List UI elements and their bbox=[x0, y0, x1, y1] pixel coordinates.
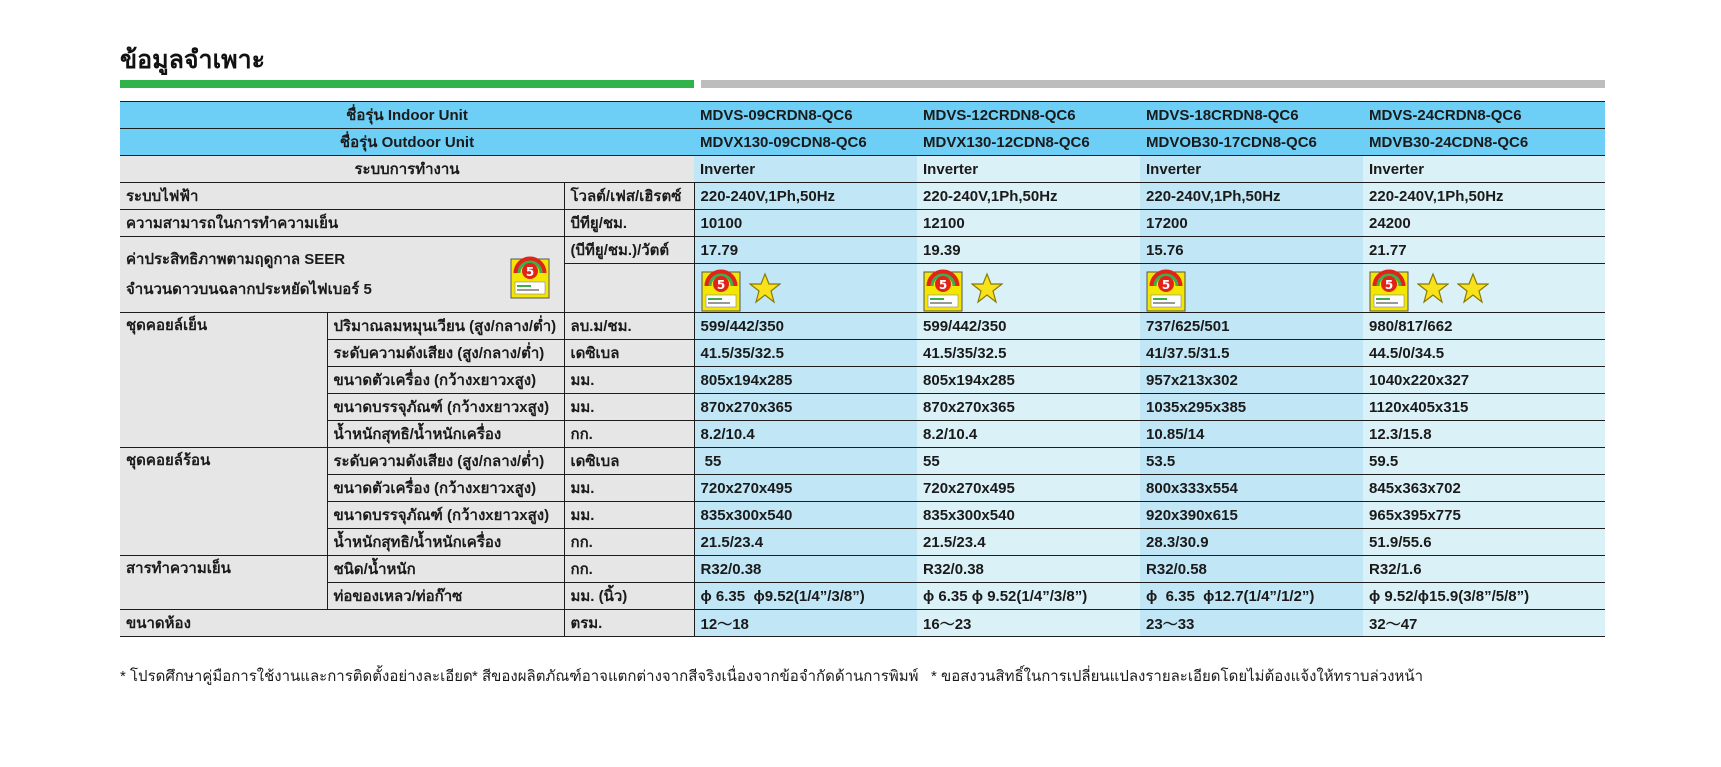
cell-value: 220-240V,1Ph,50Hz bbox=[694, 183, 917, 210]
row-label: ขนาดตัวเครื่อง (กว้างxยาวxสูง) bbox=[327, 475, 564, 502]
energy-label-cell bbox=[1140, 264, 1363, 313]
cell-value: 870x270x365 bbox=[917, 394, 1140, 421]
system-label: ระบบการทำงาน bbox=[120, 156, 694, 183]
table-row bbox=[120, 183, 1605, 210]
cell-value: R32/1.6 bbox=[1363, 556, 1605, 583]
cell-value: 55 bbox=[917, 448, 1140, 475]
footnote: * โปรดศึกษาคู่มือการใช้งานและการติดตั้งอย่างละเอียด bbox=[120, 668, 473, 685]
cell-value: 12～18 bbox=[694, 610, 917, 637]
cell-value: 720x270x495 bbox=[694, 475, 917, 502]
cell-value: 805x194x285 bbox=[917, 367, 1140, 394]
cell-value: 1040x220x327 bbox=[1363, 367, 1605, 394]
cell-value: 32～47 bbox=[1363, 610, 1605, 637]
row-label: น้ำหนักสุทธิ/น้ำหนักเครื่อง bbox=[327, 421, 564, 448]
row-unit: มม. bbox=[564, 475, 694, 502]
cell-value: 41/37.5/31.5 bbox=[1140, 340, 1363, 367]
outdoor-model: MDVX130-12CDN8-QC6 bbox=[917, 129, 1140, 156]
cell-value: 8.2/10.4 bbox=[694, 421, 917, 448]
table-row bbox=[120, 556, 1605, 583]
cell-value: 59.5 bbox=[1363, 448, 1605, 475]
table-row bbox=[120, 583, 1605, 610]
cell-value: 12.3/15.8 bbox=[1363, 421, 1605, 448]
cell-value: ϕ 6.35 ϕ12.7(1/4”/1/2”) bbox=[1140, 583, 1363, 610]
indoor-model: MDVS-24CRDN8-QC6 bbox=[1363, 102, 1605, 129]
seer-unit: (บีทียู/ชม.)/วัตต์ bbox=[564, 237, 694, 264]
cell-value: 599/442/350 bbox=[917, 313, 1140, 340]
cell-value: 599/442/350 bbox=[694, 313, 917, 340]
cell-value: 12100 bbox=[917, 210, 1140, 237]
energy-label-cell bbox=[694, 264, 917, 313]
energy-label-no5-icon bbox=[701, 264, 741, 312]
cell-value: 835x300x540 bbox=[694, 502, 917, 529]
svg-text:5: 5 bbox=[938, 278, 948, 292]
cell-value: 51.9/55.6 bbox=[1363, 529, 1605, 556]
svg-text:5: 5 bbox=[1161, 278, 1171, 292]
header-row-outdoor bbox=[120, 129, 1605, 156]
table-row bbox=[120, 340, 1605, 367]
energy-label-no5-icon bbox=[510, 251, 550, 299]
cell-value: 720x270x495 bbox=[917, 475, 1140, 502]
star-icon bbox=[1417, 272, 1449, 304]
seer-value: 15.76 bbox=[1140, 237, 1363, 264]
group-label-outdoor: ชุดคอยล์ร้อน bbox=[120, 448, 327, 556]
row-label: น้ำหนักสุทธิ/น้ำหนักเครื่อง bbox=[327, 529, 564, 556]
row-label: ขนาดห้อง bbox=[120, 610, 564, 637]
row-unit: กก. bbox=[564, 421, 694, 448]
outdoor-model: MDVB30-24CDN8-QC6 bbox=[1363, 129, 1605, 156]
outdoor-model-label: ชื่อรุ่น Outdoor Unit bbox=[120, 129, 694, 156]
indoor-model: MDVS-09CRDN8-QC6 bbox=[694, 102, 917, 129]
cell-value: 16～23 bbox=[917, 610, 1140, 637]
title-underline-green bbox=[120, 80, 694, 88]
row-label: ระดับความดังเสียง (สูง/กลาง/ต่ำ) bbox=[327, 340, 564, 367]
row-unit: เดซิเบล bbox=[564, 340, 694, 367]
cell-value: 41.5/35/32.5 bbox=[917, 340, 1140, 367]
seer-row bbox=[120, 237, 1605, 264]
cell-value: 1120x405x315 bbox=[1363, 394, 1605, 421]
footnote: * ขอสงวนสิทธิ์ในการเปลี่ยนแปลงรายละเอียดโดยไม่ต้องแจ้งให้ทราบล่วงหน้า bbox=[931, 668, 1424, 685]
cell-value: ϕ 9.52/ϕ15.9(3/8”/5/8”) bbox=[1363, 583, 1605, 610]
cell-value: 980/817/662 bbox=[1363, 313, 1605, 340]
cell-value: 220-240V,1Ph,50Hz bbox=[1363, 183, 1605, 210]
seer-label: ค่าประสิทธิภาพตามฤดูกาล SEER bbox=[126, 250, 346, 268]
row-unit: มม. (นิ้ว) bbox=[564, 583, 694, 610]
cell-value: 805x194x285 bbox=[694, 367, 917, 394]
cell-value: 737/625/501 bbox=[1140, 313, 1363, 340]
cell-value: 55 bbox=[694, 448, 917, 475]
cell-value: 957x213x302 bbox=[1140, 367, 1363, 394]
row-label: ระบบไฟฟ้า bbox=[120, 183, 564, 210]
cell-value: 21.5/23.4 bbox=[694, 529, 917, 556]
cell-value: 920x390x615 bbox=[1140, 502, 1363, 529]
indoor-model: MDVS-18CRDN8-QC6 bbox=[1140, 102, 1363, 129]
row-label: ชนิด/น้ำหนัก bbox=[327, 556, 564, 583]
seer-stars-label: จำนวนดาวบนฉลากประหยัดไฟเบอร์ 5 bbox=[126, 280, 372, 298]
row-label: ระดับความดังเสียง (สูง/กลาง/ต่ำ) bbox=[327, 448, 564, 475]
row-label: ความสามารถในการทำความเย็น bbox=[120, 210, 564, 237]
energy-label-cell bbox=[917, 264, 1140, 313]
cell-value: ϕ 6.35 ϕ9.52(1/4”/3/8”) bbox=[694, 583, 917, 610]
seer-value: 21.77 bbox=[1363, 237, 1605, 264]
system-value: Inverter bbox=[1363, 156, 1605, 183]
row-label: ขนาดบรรจุภัณฑ์ (กว้างxยาวxสูง) bbox=[327, 394, 564, 421]
table-row bbox=[120, 367, 1605, 394]
cell-value: 24200 bbox=[1363, 210, 1605, 237]
indoor-model: MDVS-12CRDN8-QC6 bbox=[917, 102, 1140, 129]
table-row bbox=[120, 394, 1605, 421]
table-row bbox=[120, 529, 1605, 556]
system-value: Inverter bbox=[694, 156, 917, 183]
row-unit: ลบ.ม/ชม. bbox=[564, 313, 694, 340]
title-underline-grey bbox=[701, 80, 1605, 88]
cell-value: 800x333x554 bbox=[1140, 475, 1363, 502]
cell-value: 53.5 bbox=[1140, 448, 1363, 475]
cell-value: R32/0.58 bbox=[1140, 556, 1363, 583]
group-label-indoor: ชุดคอยล์เย็น bbox=[120, 313, 327, 448]
row-unit: ตรม. bbox=[564, 610, 694, 637]
row-label: ปริมาณลมหมุนเวียน (สูง/กลาง/ต่ำ) bbox=[327, 313, 564, 340]
row-unit: กก. bbox=[564, 529, 694, 556]
empty-unit bbox=[564, 264, 694, 313]
energy-label-no5-icon bbox=[1146, 264, 1186, 312]
row-label: ขนาดบรรจุภัณฑ์ (กว้างxยาวxสูง) bbox=[327, 502, 564, 529]
table-row bbox=[120, 610, 1605, 637]
cell-value: 44.5/0/34.5 bbox=[1363, 340, 1605, 367]
star-icon bbox=[971, 272, 1003, 304]
row-unit: มม. bbox=[564, 502, 694, 529]
cell-value: R32/0.38 bbox=[694, 556, 917, 583]
svg-text:5: 5 bbox=[716, 278, 725, 292]
system-row bbox=[120, 156, 1605, 183]
cell-value: 17200 bbox=[1140, 210, 1363, 237]
footnote: * สีของผลิตภัณฑ์อาจแตกต่างจากสีจริงเนื่องจากข้อจำกัดด้านการพิมพ์ bbox=[472, 668, 919, 685]
row-unit: กก. bbox=[564, 556, 694, 583]
page-title: ข้อมูลจำเพาะ bbox=[120, 46, 266, 74]
table-row bbox=[120, 421, 1605, 448]
header-row-indoor bbox=[120, 102, 1605, 129]
svg-text:5: 5 bbox=[525, 264, 534, 279]
table-row bbox=[120, 210, 1605, 237]
row-unit: มม. bbox=[564, 367, 694, 394]
cell-value: 8.2/10.4 bbox=[917, 421, 1140, 448]
cell-value: 23～33 bbox=[1140, 610, 1363, 637]
table-row bbox=[120, 475, 1605, 502]
row-unit: บีทียู/ชม. bbox=[564, 210, 694, 237]
star-icon bbox=[1457, 272, 1489, 304]
row-unit: โวลต์/เฟส/เฮิรตซ์ bbox=[564, 183, 694, 210]
table-row bbox=[120, 313, 1605, 340]
outdoor-model: MDVX130-09CDN8-QC6 bbox=[694, 129, 917, 156]
cell-value: 835x300x540 bbox=[917, 502, 1140, 529]
cell-value: 220-240V,1Ph,50Hz bbox=[917, 183, 1140, 210]
table-row bbox=[120, 502, 1605, 529]
cell-value: 28.3/30.9 bbox=[1140, 529, 1363, 556]
indoor-model-label: ชื่อรุ่น Indoor Unit bbox=[120, 102, 694, 129]
energy-label-cell bbox=[1363, 264, 1605, 313]
seer-value: 19.39 bbox=[917, 237, 1140, 264]
energy-label-no5-icon bbox=[923, 264, 963, 312]
energy-label-no5-icon bbox=[1369, 264, 1409, 312]
star-icon bbox=[749, 272, 781, 304]
cell-value: ϕ 6.35 ϕ 9.52(1/4”/3/8”) bbox=[917, 583, 1140, 610]
cell-value: 10.85/14 bbox=[1140, 421, 1363, 448]
cell-value: R32/0.38 bbox=[917, 556, 1140, 583]
cell-value: 870x270x365 bbox=[694, 394, 917, 421]
cell-value: 10100 bbox=[694, 210, 917, 237]
cell-value: 845x363x702 bbox=[1363, 475, 1605, 502]
cell-value: 220-240V,1Ph,50Hz bbox=[1140, 183, 1363, 210]
row-unit: เดซิเบล bbox=[564, 448, 694, 475]
spec-table bbox=[120, 101, 1605, 637]
system-value: Inverter bbox=[917, 156, 1140, 183]
row-label: ท่อของเหลว/ท่อก๊าซ bbox=[327, 583, 564, 610]
cell-value: 21.5/23.4 bbox=[917, 529, 1140, 556]
cell-value: 1035x295x385 bbox=[1140, 394, 1363, 421]
cell-value: 41.5/35/32.5 bbox=[694, 340, 917, 367]
system-value: Inverter bbox=[1140, 156, 1363, 183]
cell-value: 965x395x775 bbox=[1363, 502, 1605, 529]
table-row bbox=[120, 448, 1605, 475]
outdoor-model: MDVOB30-17CDN8-QC6 bbox=[1140, 129, 1363, 156]
group-label-refrigerant: สารทำความเย็น bbox=[120, 556, 327, 610]
svg-text:5: 5 bbox=[1384, 278, 1394, 292]
row-label: ขนาดตัวเครื่อง (กว้างxยาวxสูง) bbox=[327, 367, 564, 394]
row-unit: มม. bbox=[564, 394, 694, 421]
seer-value: 17.79 bbox=[694, 237, 917, 264]
seer-label-cell bbox=[120, 237, 564, 313]
